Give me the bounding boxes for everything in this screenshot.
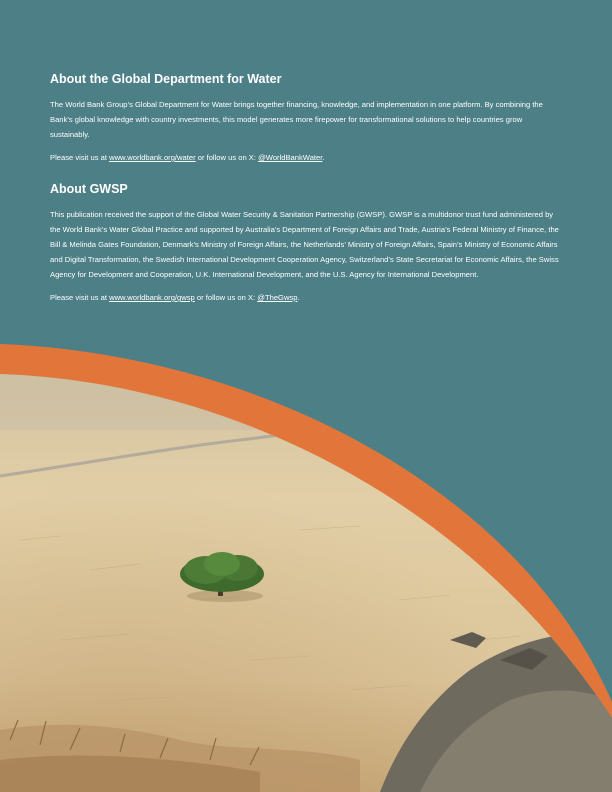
landscape-photo (0, 340, 612, 792)
water-visit-suffix: . (322, 153, 325, 162)
water-x-handle-link[interactable]: @WorldBankWater (258, 153, 323, 162)
gwsp-x-handle-link[interactable]: @TheGwsp (257, 293, 298, 302)
gwsp-website-link[interactable]: www.worldbank.org/gwsp (109, 293, 195, 302)
water-visit-line (50, 150, 560, 165)
water-body: The World Bank Group’s Global Department for Water brings together financing, knowledge, and implementation in one platform. By combining the Bank’s global knowledge with country investments, this model generates more firepower for transformational solutions to help countries grow sustainably. (50, 100, 543, 139)
gwsp-body: This publication received the support of the Global Water Security & Sanitation Partnership (GWSP). GWSP is a multidonor trust fund administered by the World Bank’s Water Global Practice and supported by Australia’s Department of Foreign Affairs and Trade, Austria’s Federal Ministry of Finance, the Bill & Melinda Gates Foundation, Denmark’s Ministry of Foreign Affairs, the Netherlands’ Ministry of Foreign Affairs, Spain’s Ministry of Economic Affairs and Digital Transformation, the Swedish International Development Cooperation Agency, Switzerland’s State Secretariat for Economic Affairs, the Swiss Agency for Development and Cooperation, U.K. International Development, and the U.S. Agency for International Development. (50, 210, 559, 279)
gwsp-heading: About GWSP (50, 182, 128, 196)
gwsp-visit-mid: or follow us on X: (194, 293, 258, 302)
section-gwsp (50, 182, 560, 305)
gwsp-visit-line (50, 290, 560, 305)
back-cover-text (50, 72, 560, 313)
water-website-link[interactable]: www.worldbank.org/water (109, 153, 196, 162)
water-visit-prefix: Please visit us at (50, 153, 110, 162)
water-heading: About the Global Department for Water (50, 72, 282, 86)
gwsp-visit-prefix: Please visit us at (50, 293, 110, 302)
gwsp-visit-suffix: . (297, 293, 300, 302)
water-visit-mid: or follow us on X: (195, 153, 259, 162)
section-water (50, 72, 560, 165)
